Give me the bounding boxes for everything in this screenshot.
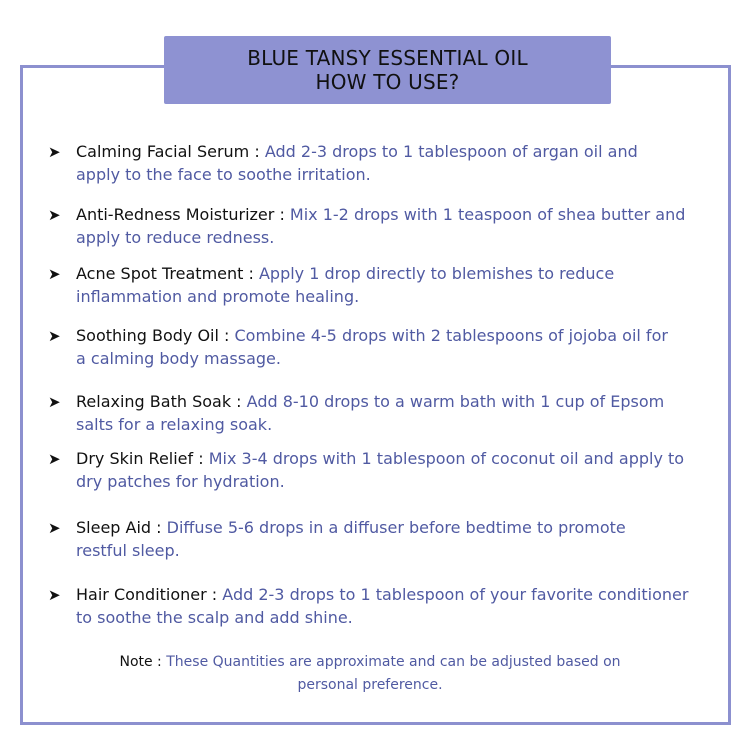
label-separator: : (151, 518, 167, 537)
arrow-bullet-icon: ➤ (48, 206, 61, 224)
arrow-bullet-icon: ➤ (48, 327, 61, 345)
label-separator: : (218, 326, 235, 345)
usage-item-label: Sleep Aid (76, 518, 152, 537)
note-label: Note : (119, 654, 167, 670)
usage-item-description: Apply 1 drop directly to blemishes to reduce (258, 264, 615, 283)
label-separator: : (206, 585, 223, 604)
usage-item-description: Combine 4-5 drops with 2 tablespoons of jojoba oil for (234, 326, 668, 345)
usage-item-relaxing-bath-soak (48, 391, 734, 436)
arrow-bullet-icon: ➤ (48, 393, 61, 411)
usage-item-description-cont: apply to reduce redness. (76, 227, 275, 247)
usage-item-anti-redness-moisturizer (48, 204, 734, 249)
page-subtitle: HOW TO USE? (315, 70, 460, 94)
title-banner (164, 36, 611, 104)
usage-item-soothing-body-oil (48, 325, 734, 370)
page-title: BLUE TANSY ESSENTIAL OIL (247, 46, 528, 70)
usage-item-hair-conditioner (48, 584, 734, 629)
usage-item-label: Dry Skin Relief (76, 449, 194, 468)
usage-item-description: Mix 3-4 drops with 1 tablespoon of coconut oil and apply to (208, 449, 685, 468)
usage-item-sleep-aid (48, 517, 734, 562)
usage-item-description: Diffuse 5-6 drops in a diffuser before bedtime to promote (166, 518, 626, 537)
note-body: These Quantities are approximate and can be adjusted based on (166, 654, 621, 670)
usage-item-description-cont: to soothe the scalp and add shine. (76, 607, 353, 627)
arrow-bullet-icon: ➤ (48, 519, 61, 537)
usage-item-label: Anti-Redness Moisturizer (76, 205, 275, 224)
usage-item-acne-spot-treatment (48, 263, 734, 308)
arrow-bullet-icon: ➤ (48, 265, 61, 283)
usage-item-description-cont: salts for a relaxing soak. (76, 414, 273, 434)
label-separator: : (243, 264, 259, 283)
usage-item-description: Mix 1-2 drops with 1 teaspoon of shea butter and (289, 205, 686, 224)
usage-item-dry-skin-relief (48, 448, 734, 493)
label-separator: : (274, 205, 290, 224)
usage-item-description-cont: inflammation and promote healing. (76, 286, 360, 306)
label-separator: : (231, 392, 247, 411)
usage-item-description-cont: restful sleep. (76, 540, 180, 560)
arrow-bullet-icon: ➤ (48, 143, 61, 161)
usage-item-description-cont: apply to the face to soothe irritation. (76, 164, 371, 184)
usage-item-description-cont: a calming body massage. (76, 348, 281, 368)
arrow-bullet-icon: ➤ (48, 450, 61, 468)
note-text (60, 651, 680, 696)
usage-item-label: Hair Conditioner (76, 585, 207, 604)
usage-item-label: Relaxing Bath Soak (76, 392, 232, 411)
usage-item-label: Calming Facial Serum (76, 142, 250, 161)
note-body-cont: personal preference. (297, 676, 443, 693)
usage-item-description: Add 2-3 drops to 1 tablespoon of argan oil and (264, 142, 638, 161)
usage-item-description: Add 2-3 drops to 1 tablespoon of your favorite conditioner (222, 585, 689, 604)
usage-item-description-cont: dry patches for hydration. (76, 471, 285, 491)
usage-item-label: Soothing Body Oil (76, 326, 219, 345)
arrow-bullet-icon: ➤ (48, 586, 61, 604)
usage-item-calming-facial-serum (48, 141, 734, 186)
usage-item-description: Add 8-10 drops to a warm bath with 1 cup of Epsom (246, 392, 665, 411)
label-separator: : (249, 142, 265, 161)
usage-item-label: Acne Spot Treatment (76, 264, 244, 283)
label-separator: : (193, 449, 209, 468)
